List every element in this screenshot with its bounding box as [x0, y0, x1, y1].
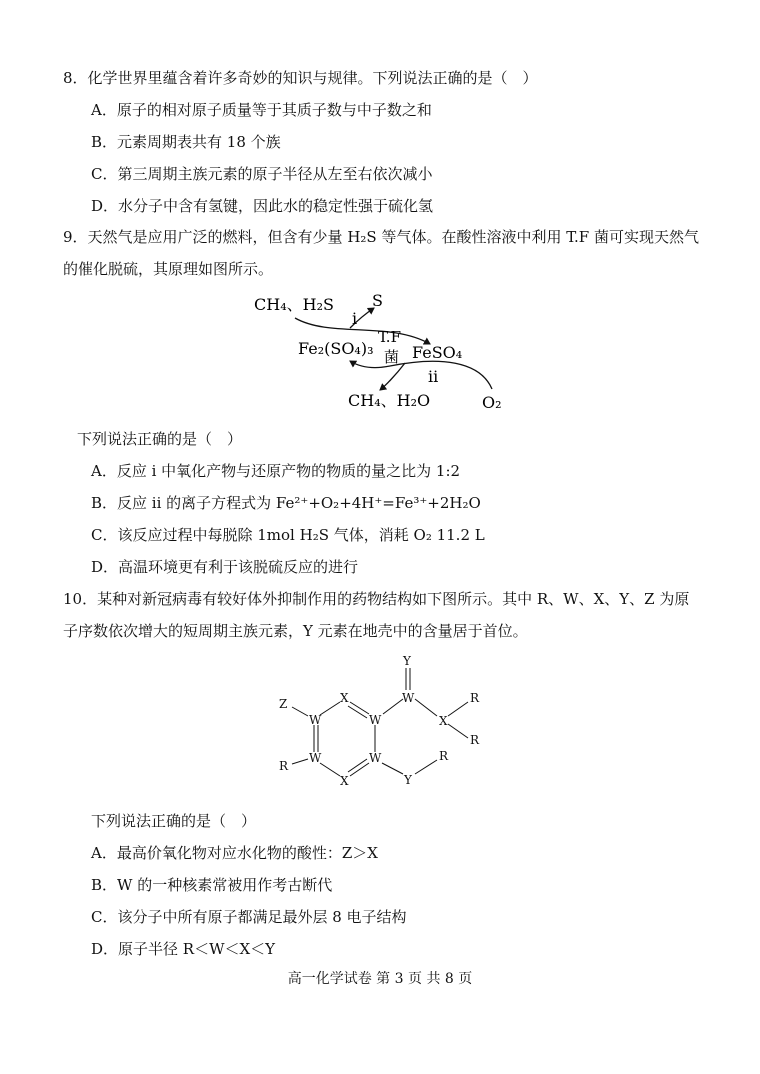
right-species: FeSO₄	[412, 343, 463, 362]
atom-y-bottom: Y	[404, 773, 412, 787]
q9-option-d: D．高温环境更有利于该脱硫反应的进行	[91, 558, 359, 576]
q9-option-a: A．反应 i 中氧化产物与还原产物的物质的量之比为 1:2	[91, 462, 461, 480]
q10-stem-line1: 10．某种对新冠病毒有较好体外抑制作用的药物结构如下图所示。其中 R、W、X、Y、Z 为原	[63, 590, 690, 608]
q10-option-b: B．W 的一种核素常被用作考古断代	[91, 876, 333, 894]
q8-option-d: D．水分子中含有氢键，因此水的稳定性强于硫化氢	[91, 197, 434, 215]
top-product: S	[372, 291, 383, 310]
q9-stem-line1: 9．天然气是应用广泛的燃料，但含有少量 H₂S 等气体。在酸性溶液中利用 T.F 菌可实现天然气	[63, 228, 699, 246]
atom-y-top: Y	[403, 654, 411, 668]
step1-label: i	[352, 309, 358, 328]
bottom-products: CH₄、H₂O	[348, 391, 431, 410]
q9-stem-line2: 的催化脱硫，其原理如图所示。	[63, 260, 274, 278]
left-species: Fe₂(SO₄)₃	[298, 339, 374, 358]
atom-r-left: R	[279, 759, 289, 773]
q10-option-a: A．最高价氧化物对应水化物的酸性：Z＞X	[91, 844, 378, 862]
q10-option-c: C．该分子中所有原子都满足最外层 8 电子结构	[91, 908, 407, 926]
atom-w-carbonyl: W	[402, 691, 415, 705]
atom-z: Z	[279, 697, 288, 711]
q9-option-c: C．该反应过程中每脱除 1mol H₂S 气体，消耗 O₂ 11.2 L	[91, 526, 485, 544]
q8-stem: 8．化学世界里蕴含着许多奇妙的知识与规律。下列说法正确的是（ ）	[63, 69, 538, 87]
step2-label: ii	[428, 367, 439, 386]
page-footer: 高一化学试卷 第 3 页 共 8 页	[287, 971, 473, 987]
top-reactants: CH₄、H₂S	[254, 295, 334, 314]
atom-x-top: X	[340, 691, 349, 705]
atom-r-lower: R	[470, 733, 480, 747]
q8-option-b: B．元素周期表共有 18 个族	[91, 133, 281, 151]
bottom-reactant: O₂	[482, 393, 502, 412]
q10-stem-line2: 子序数依次增大的短周期主族元素，Y 元素在地壳中的含量居于首位。	[63, 622, 528, 640]
catalyst-line1: T.F	[378, 328, 401, 346]
q10-option-d: D．原子半径 R＜W＜X＜Y	[91, 940, 276, 958]
q9-prompt: 下列说法正确的是（ ）	[77, 430, 243, 448]
q8-option-c: C．第三周期主族元素的原子半径从左至右依次减小	[91, 165, 433, 183]
atom-w-ring-top-right: W	[369, 713, 382, 727]
atom-w-ring-bottom-left: W	[309, 751, 322, 765]
atom-r-upper: R	[470, 691, 480, 705]
catalyst-line2: 菌	[384, 348, 400, 366]
q10-prompt: 下列说法正确的是（ ）	[91, 812, 257, 830]
q8-option-a: A．原子的相对原子质量等于其质子数与中子数之和	[91, 101, 432, 119]
atom-r-chain: R	[439, 749, 449, 763]
q10-structure-diagram	[265, 650, 505, 790]
atom-w-ring-bottom-right: W	[369, 751, 382, 765]
atom-x-right: X	[439, 714, 448, 728]
atom-w-ring-top-left: W	[309, 713, 322, 727]
q9-desulfurization-diagram	[240, 286, 530, 416]
atom-x-bottom: X	[340, 774, 349, 788]
q9-option-b: B．反应 ii 的离子方程式为 Fe²⁺+O₂+4H⁺=Fe³⁺+2H₂O	[91, 494, 481, 512]
